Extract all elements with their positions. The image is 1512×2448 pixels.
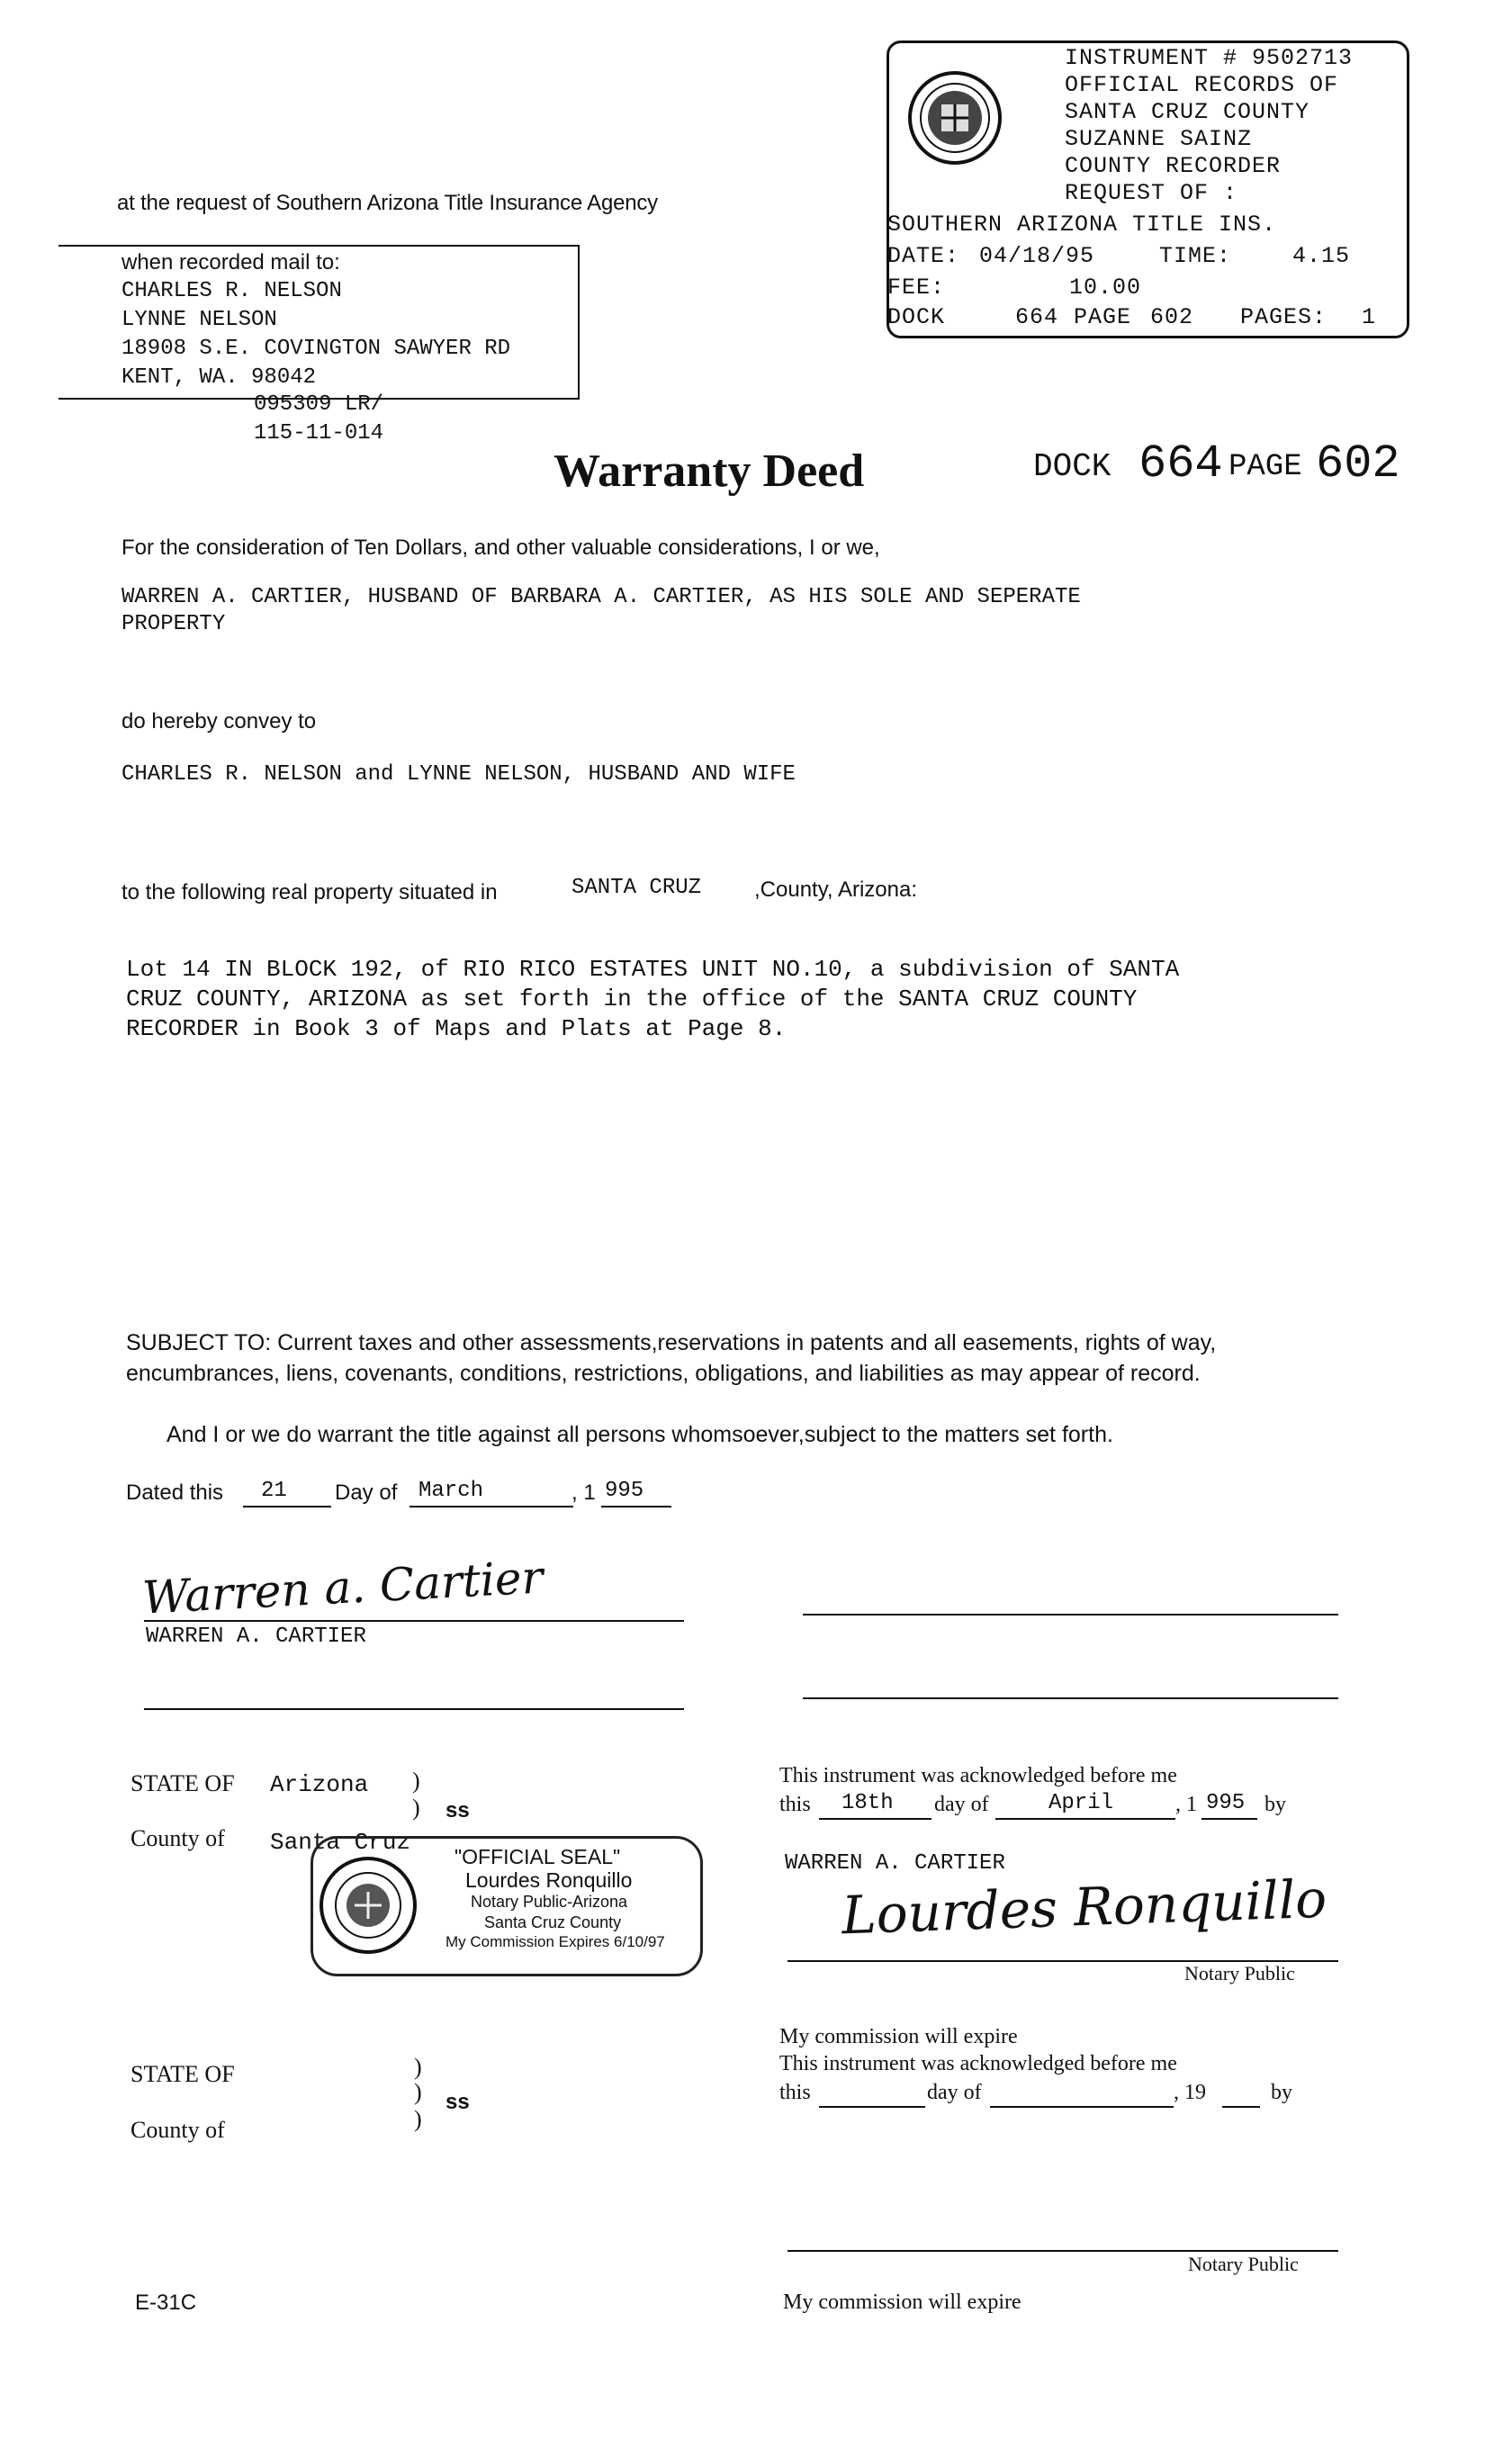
mail-to-line: KENT, WA. 98042	[122, 365, 317, 390]
bracket: )	[412, 1768, 420, 1794]
ack-month-line	[990, 2106, 1174, 2108]
ack-by: by	[1264, 1793, 1286, 1816]
ack-year-prefix: , 19	[1174, 2081, 1206, 2104]
ack-day-of: day of	[927, 2081, 982, 2104]
seal-role: Notary Public-Arizona	[471, 1893, 628, 1911]
mail-to-line: CHARLES R. NELSON	[122, 279, 342, 303]
recorder-line: REQUEST OF :	[1065, 180, 1238, 206]
seal-county: Santa Cruz County	[484, 1913, 622, 1931]
fee-label: FEE:	[887, 274, 946, 301]
ack-day-of: day of	[934, 1793, 989, 1816]
dated-day: 21	[261, 1479, 287, 1503]
commission-expire-label: My commission will expire	[779, 2025, 1018, 2048]
recorder-stamp-box	[886, 40, 1409, 338]
ack-month: April	[1048, 1791, 1114, 1815]
legal-description: Lot 14 IN BLOCK 192, of RIO RICO ESTATES UNIT NO.10, a subdivision of SANTA	[126, 956, 1180, 983]
state-of-label: STATE OF	[130, 2061, 235, 2087]
ss-label: ss	[446, 1798, 470, 1822]
dock-stamp-label: DOCK	[1033, 448, 1112, 485]
ack-day-line	[819, 1818, 932, 1820]
recorder-line: SANTA CRUZ COUNTY	[1065, 99, 1310, 125]
document-title: Warranty Deed	[554, 446, 865, 497]
mail-to-line: 18908 S.E. COVINGTON SAWYER RD	[122, 337, 511, 361]
parcel-number: 115-11-014	[254, 421, 384, 446]
ack-year: 995	[1206, 1791, 1246, 1815]
notary-public-label: Notary Public	[1184, 1962, 1295, 1984]
bracket: )	[414, 2079, 422, 2105]
form-number: E-31C	[135, 2290, 197, 2315]
grantor-printed-name: WARREN A. CARTIER	[146, 1624, 366, 1649]
ack-this: this	[779, 1793, 811, 1816]
acknowledgment-text: This instrument was acknowledged before me	[779, 2052, 1177, 2075]
signature-line	[803, 1614, 1338, 1616]
record-time: 4.15	[1292, 243, 1351, 269]
ss-label: ss	[446, 2090, 470, 2114]
page-stamp-label: PAGE	[1228, 450, 1302, 484]
dated-year-prefix: , 1	[572, 1480, 596, 1505]
property-state: ,County, Arizona:	[754, 878, 917, 902]
ack-day: 18th	[842, 1791, 894, 1815]
signature-line	[144, 1620, 684, 1622]
notary-seal-icon	[317, 1854, 420, 1958]
signature-line	[144, 1708, 684, 1710]
dock-value: 664	[1015, 304, 1059, 330]
instrument-number: INSTRUMENT # 9502713	[1065, 45, 1354, 71]
mail-to-line: LYNNE NELSON	[122, 308, 277, 332]
bracket: )	[414, 2106, 422, 2132]
grantor-signature: Warren a. Cartier	[140, 1551, 544, 1624]
dated-month: March	[418, 1479, 484, 1503]
recorder-line: COUNTY RECORDER	[1065, 153, 1282, 179]
county-seal-icon	[905, 68, 1004, 167]
time-label: TIME:	[1159, 243, 1232, 269]
property-intro: to the following real property situated in	[122, 880, 498, 904]
county-of-label: County of	[130, 2117, 225, 2143]
dated-day-line	[243, 1506, 331, 1508]
dock-label: DOCK	[887, 304, 946, 330]
notary-signature: Lourdes Ronquillo	[840, 1868, 1328, 1947]
dated-month-line	[410, 1506, 573, 1508]
ack-by: by	[1271, 2081, 1292, 2104]
grantor-text: WARREN A. CARTIER, HUSBAND OF BARBARA A. CARTIER, AS HIS SOLE AND SEPERATE	[122, 585, 1081, 609]
date-label: DATE:	[887, 243, 960, 269]
seal-title: "OFFICIAL SEAL"	[454, 1845, 621, 1868]
seal-expiration: My Commission Expires 6/10/97	[446, 1933, 665, 1950]
acknowledgment-text: This instrument was acknowledged before me	[779, 1764, 1177, 1787]
warrant-text: And I or we do warrant the title against all persons whomsoever,subject to the matters set forth.	[166, 1422, 1113, 1447]
ack-name: WARREN A. CARTIER	[785, 1851, 1005, 1876]
grantor-text: PROPERTY	[122, 612, 226, 636]
convey-text: do hereby convey to	[122, 709, 317, 734]
notary-signature-line	[788, 2250, 1338, 2252]
signature-line	[803, 1697, 1338, 1699]
consideration-text: For the consideration of Ten Dollars, and other valuable considerations, I or we,	[122, 536, 880, 560]
page-label: PAGE	[1074, 304, 1132, 330]
ack-this: this	[779, 2081, 811, 2104]
page-value: 602	[1150, 304, 1194, 330]
legal-description: RECORDER in Book 3 of Maps and Plats at Page 8.	[126, 1015, 787, 1042]
reference-number: 095309 LR/	[254, 392, 384, 417]
property-county: SANTA CRUZ	[572, 876, 702, 900]
ack-year-line	[1202, 1818, 1257, 1820]
dated-label: Dated this	[126, 1480, 224, 1505]
state-of-label: STATE OF	[130, 1770, 235, 1796]
record-date: 04/18/95	[979, 243, 1095, 269]
dated-day-of: Day of	[335, 1480, 398, 1505]
subject-to-text: encumbrances, liens, covenants, conditions, restrictions, obligations, and liabilities as may appear of record.	[126, 1361, 1201, 1386]
pages-value: 1	[1362, 304, 1377, 330]
notary-public-label: Notary Public	[1188, 2253, 1299, 2275]
request-line: at the request of Southern Arizona Title Insurance Agency	[117, 191, 658, 215]
mail-to-label: when recorded mail to:	[122, 250, 340, 274]
ack-year-line	[1222, 2106, 1260, 2108]
bracket: )	[412, 1795, 420, 1821]
county-value: Santa Cruz	[270, 1829, 411, 1856]
recorder-line: SUZANNE SAINZ	[1065, 126, 1253, 152]
subject-to-text: SUBJECT TO: Current taxes and other assessments,reservations in patents and all easements, rights of way,	[126, 1330, 1217, 1355]
dated-year-line	[601, 1506, 671, 1508]
state-value: Arizona	[270, 1771, 369, 1798]
commission-expire-label: My commission will expire	[783, 2290, 1022, 2314]
county-of-label: County of	[130, 1825, 225, 1851]
legal-description: CRUZ COUNTY, ARIZONA as set forth in the office of the SANTA CRUZ COUNTY	[126, 986, 1138, 1012]
page-stamp-value: 602	[1316, 437, 1400, 490]
bracket: )	[414, 2054, 422, 2080]
pages-label: PAGES:	[1240, 304, 1328, 330]
ack-year-prefix: , 1	[1175, 1793, 1197, 1816]
seal-name: Lourdes Ronquillo	[465, 1868, 633, 1892]
ack-day-line	[819, 2106, 925, 2108]
grantee-text: CHARLES R. NELSON and LYNNE NELSON, HUSBAND AND WIFE	[122, 762, 796, 787]
ack-month-line	[995, 1818, 1175, 1820]
dock-stamp-value: 664	[1138, 437, 1223, 490]
request-of-value: SOUTHERN ARIZONA TITLE INS.	[887, 212, 1277, 238]
fee-value: 10.00	[1069, 274, 1142, 301]
recorder-line: OFFICIAL RECORDS OF	[1065, 72, 1339, 98]
dated-year: 995	[605, 1479, 644, 1503]
